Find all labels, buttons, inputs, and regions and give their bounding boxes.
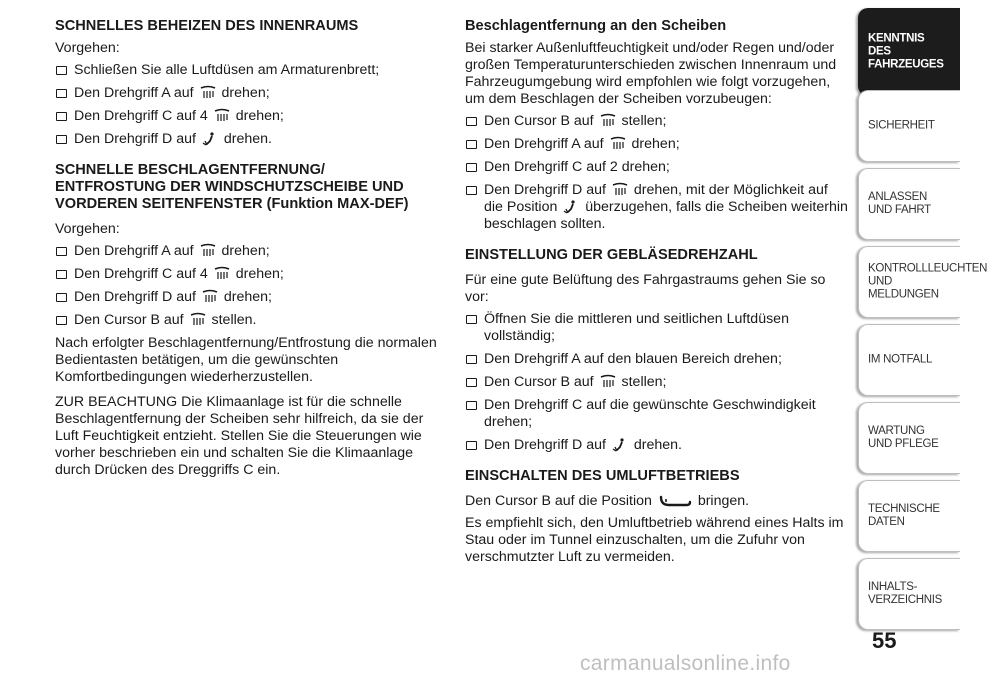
defrost-icon xyxy=(611,183,629,197)
step-text: Den Drehgriff D auf xyxy=(484,182,606,198)
chapter-tab-label: ANLASSEN UND FAHRT xyxy=(868,191,931,216)
step-list xyxy=(55,243,440,329)
section-heading: EINSCHALTEN DES UMLUFTBETRIEBS xyxy=(465,468,740,484)
step-text: Den Drehgriff D auf xyxy=(74,289,196,305)
step-text: Schließen Sie alle Luftdüsen am Armaturenbrett; xyxy=(74,62,380,78)
step-text: Den Drehgriff D auf xyxy=(74,131,196,147)
paragraph: Für eine gute Belüftung des Fahrgastraums gehen Sie so vor: xyxy=(465,272,826,305)
chapter-tab[interactable] xyxy=(858,246,987,318)
step-text: drehen. xyxy=(223,131,272,147)
list-item xyxy=(465,374,850,391)
list-item xyxy=(55,131,440,148)
checkbox-bullet-icon xyxy=(56,247,67,256)
step-text: Den Drehgriff C auf 4 xyxy=(74,108,208,124)
list-item xyxy=(465,136,850,153)
step-text: Den Cursor B auf xyxy=(484,374,594,390)
list-item xyxy=(465,311,850,345)
paragraph-text: bringen. xyxy=(697,493,750,509)
step-text: drehen. xyxy=(633,437,682,453)
defrost-icon xyxy=(609,137,627,151)
list-item xyxy=(55,312,440,329)
checkbox-bullet-icon xyxy=(56,89,67,98)
list-item xyxy=(465,159,850,176)
list-item xyxy=(465,351,850,368)
checkbox-bullet-icon xyxy=(466,441,477,450)
chapter-tab-label: TECHNISCHE DATEN xyxy=(868,503,940,528)
step-text: drehen; xyxy=(221,85,270,101)
step-text: Den Drehgriff A auf xyxy=(74,243,194,259)
chapter-tab[interactable] xyxy=(858,8,960,96)
step-text: Den Drehgriff A auf den blauen Bereich drehen; xyxy=(484,351,782,367)
checkbox-bullet-icon xyxy=(466,315,477,324)
step-text: Den Cursor B auf xyxy=(74,312,184,328)
paragraph: Bei starker Außenluftfeuchtigkeit und/oder Regen und/oder großen Temperaturunterschieden zwischen Innenraum und Fahrzeugumgebung wird empfohlen wie folgt vorzugehen, um dem Beschlagen der Scheiben vorzubeugen: xyxy=(465,40,837,107)
step-text: drehen, mit der Möglichkeit auf die Position xyxy=(484,182,828,215)
left-column xyxy=(55,18,440,479)
step-text: stellen; xyxy=(621,374,667,390)
checkbox-bullet-icon xyxy=(466,117,477,126)
step-text: Den Drehgriff D auf xyxy=(484,437,606,453)
list-item xyxy=(55,85,440,102)
watermark: carmanualsonline.info xyxy=(580,652,791,675)
list-item xyxy=(465,182,850,233)
step-text: drehen; xyxy=(221,243,270,259)
list-item xyxy=(465,397,850,431)
feet-airflow-icon xyxy=(611,438,629,452)
chapter-tab-label: INHALTS-VERZEICHNIS xyxy=(868,581,943,606)
step-text: stellen; xyxy=(621,113,667,129)
checkbox-bullet-icon xyxy=(466,401,477,410)
step-list xyxy=(465,113,850,233)
list-item xyxy=(465,113,850,130)
defrost-icon xyxy=(213,267,231,281)
step-text: überzugehen, falls die Scheiben weiterhin beschlagen sollten. xyxy=(484,199,848,232)
paragraph-text: Den Cursor B auf die Position xyxy=(465,493,652,509)
checkbox-bullet-icon xyxy=(56,316,67,325)
checkbox-bullet-icon xyxy=(56,293,67,302)
step-text: drehen; xyxy=(223,289,272,305)
step-text: Öffnen Sie die mittleren und seitlichen Luftdüsen vollständig; xyxy=(484,311,789,344)
paragraph: Vorgehen: xyxy=(55,40,120,56)
chapter-tab-label: KONTROLLLEUCHTEN UND MELDUNGEN xyxy=(868,262,987,301)
chapter-tab-label: SICHERHEIT xyxy=(868,119,935,132)
defrost-icon xyxy=(599,114,617,128)
paragraph: Es empfiehlt sich, den Umluftbetrieb während eines Halts im Stau oder im Tunnel einzuschalten, um die Zufuhr von verschmutzter Luft zu vermeiden. xyxy=(465,515,844,565)
defrost-icon xyxy=(213,109,231,123)
step-text: drehen; xyxy=(235,108,284,124)
step-text: Den Drehgriff A auf xyxy=(484,136,604,152)
chapter-tab-label: WARTUNG UND PFLEGE xyxy=(868,425,939,450)
list-item xyxy=(55,243,440,260)
step-text: drehen; xyxy=(235,266,284,282)
step-list xyxy=(55,62,440,148)
checkbox-bullet-icon xyxy=(466,140,477,149)
recirculation-icon xyxy=(657,494,693,508)
defrost-icon xyxy=(199,244,217,258)
defrost-icon xyxy=(201,290,219,304)
chapter-tab[interactable] xyxy=(858,90,960,162)
chapter-tab[interactable] xyxy=(858,558,960,630)
step-text: drehen; xyxy=(631,136,680,152)
checkbox-bullet-icon xyxy=(56,112,67,121)
chapter-tab[interactable] xyxy=(858,324,960,396)
checkbox-bullet-icon xyxy=(56,270,67,279)
page-number: 55 xyxy=(872,628,897,653)
feet-airflow-icon xyxy=(562,200,580,214)
chapter-tab[interactable] xyxy=(858,402,960,474)
section-heading: SCHNELLE BESCHLAGENTFERNUNG/ ENTFROSTUNG DER WINDSCHUTZSCHEIBE UND VORDEREN SEITENFENSTER (Funktion MAX-DEF) xyxy=(55,162,409,212)
step-text: stellen. xyxy=(211,312,257,328)
defrost-icon xyxy=(599,375,617,389)
checkbox-bullet-icon xyxy=(466,355,477,364)
chapter-tab-label: KENNTNIS DES FAHRZEUGES xyxy=(868,32,944,71)
section-heading: EINSTELLUNG DER GEBLÄSEDREHZAHL xyxy=(465,247,758,263)
feet-airflow-icon xyxy=(201,132,219,146)
chapter-tabs xyxy=(858,0,987,678)
checkbox-bullet-icon xyxy=(466,378,477,387)
chapter-tab-label: IM NOTFALL xyxy=(868,353,933,366)
checkbox-bullet-icon xyxy=(466,163,477,172)
section-heading: Beschlagentfernung an den Scheiben xyxy=(465,18,727,34)
defrost-icon xyxy=(189,313,207,327)
defrost-icon xyxy=(199,86,217,100)
section-heading: SCHNELLES BEHEIZEN DES INNENRAUMS xyxy=(55,18,359,34)
list-item xyxy=(465,437,850,454)
list-item xyxy=(55,289,440,306)
step-text: Den Drehgriff C auf 2 drehen; xyxy=(484,159,670,175)
right-column xyxy=(465,18,850,566)
checkbox-bullet-icon xyxy=(56,135,67,144)
paragraph: Nach erfolgter Beschlagentfernung/Entfrostung die normalen Bedientasten betätigen, um die gewünschten Komfortbedingungen wiederherzustellen. xyxy=(55,335,437,385)
checkbox-bullet-icon xyxy=(56,66,67,75)
list-item xyxy=(55,266,440,283)
paragraph: Vorgehen: xyxy=(55,221,120,237)
list-item xyxy=(55,62,440,79)
step-list xyxy=(465,311,850,454)
paragraph xyxy=(465,493,850,510)
note-paragraph: ZUR BEACHTUNG Die Klimaanlage ist für die schnelle Beschlagentfernung der Scheiben sehr hilfreich, da sie der Luft Feuchtigkeit entzieht. Stellen Sie die Steuerungen wie vorher beschrieben ein und schalten Sie die Klimaanlage durch Drücken des Dreggriffs C ein. xyxy=(55,394,424,478)
step-text: Den Drehgriff A auf xyxy=(74,85,194,101)
list-item xyxy=(55,108,440,125)
step-text: Den Drehgriff C auf die gewünschte Geschwindigkeit drehen; xyxy=(484,397,816,430)
chapter-tab[interactable] xyxy=(858,480,960,552)
chapter-tab[interactable] xyxy=(858,168,960,240)
checkbox-bullet-icon xyxy=(466,186,477,195)
step-text: Den Drehgriff C auf 4 xyxy=(74,266,208,282)
step-text: Den Cursor B auf xyxy=(484,113,594,129)
